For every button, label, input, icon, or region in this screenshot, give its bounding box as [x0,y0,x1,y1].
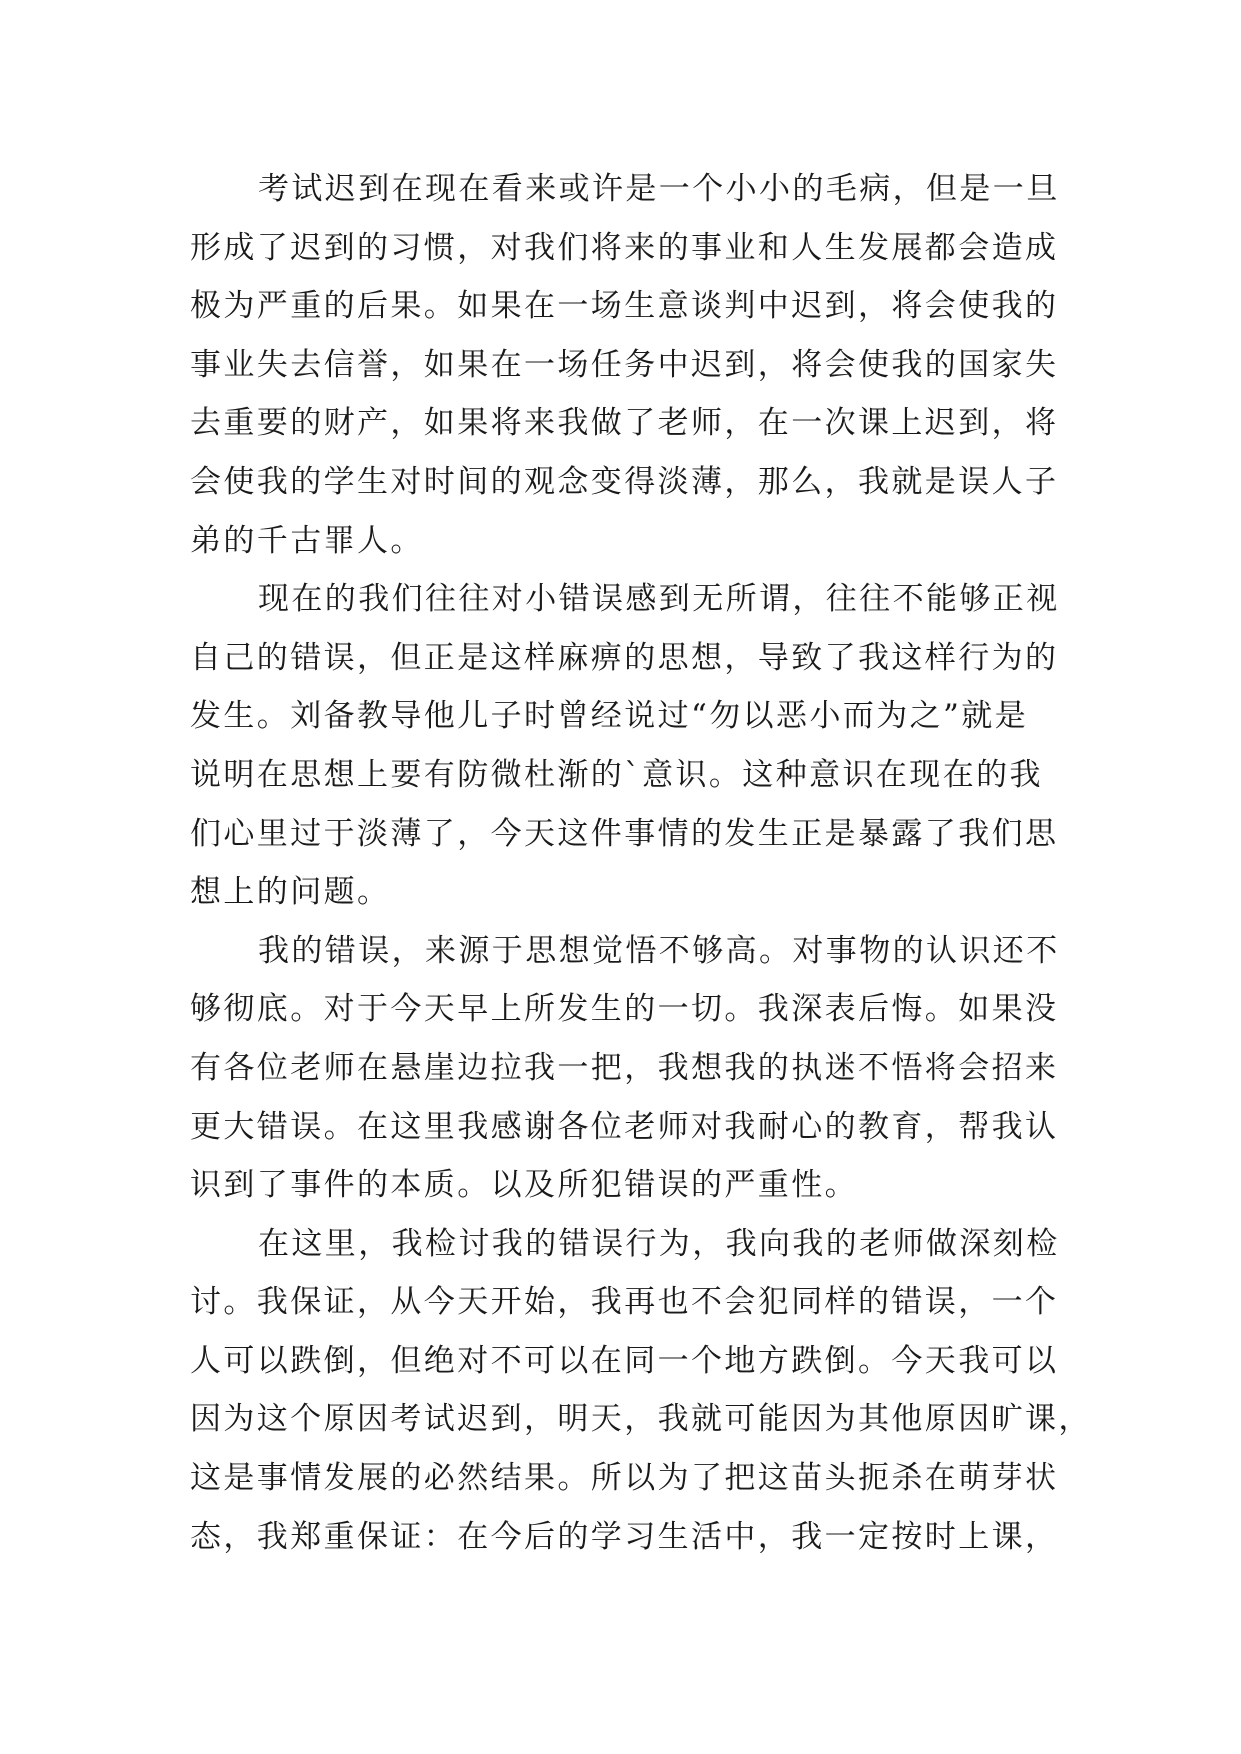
text-line: 更大错误。在这里我感谢各位老师对我耐心的教育，帮我认 [190,1108,1059,1145]
text-line: 讨。我保证，从今天开始，我再也不会犯同样的错误，一个 [190,1284,1059,1321]
text-line: 现在的我们往往对小错误感到无所谓，往往不能够正视 [258,581,1060,618]
text-line: 识到了事件的本质。以及所犯错误的严重性。 [190,1167,858,1204]
text-line: 发生。刘备教导他儿子时曾经说过“勿以恶小而为之”就是 [190,698,1029,735]
text-line: 够彻底。对于今天早上所发生的一切。我深表后悔。如果没 [190,991,1059,1028]
text-line: 想上的问题。 [190,874,391,911]
text-line: 事业失去信誉，如果在一场任务中迟到，将会使我的国家失 [190,346,1059,383]
text-line: 这是事情发展的必然结果。所以为了把这苗头扼杀在萌芽状 [190,1460,1059,1497]
text-line: 因为这个原因考试迟到，明天，我就可能因为其他原因旷课， [190,1401,1092,1438]
text-line: 态，我郑重保证：在今后的学习生活中，我一定按时上课， [190,1518,1059,1555]
text-line: 弟的千古罪人。 [190,522,424,559]
body-text [190,160,1092,1566]
text-line: 考试迟到在现在看来或许是一个小小的毛病，但是一旦 [258,171,1060,207]
text-line: 们心里过于淡薄了，今天这件事情的发生正是暴露了我们思 [190,815,1059,852]
text-line: 有各位老师在悬崖边拉我一把，我想我的执迷不悟将会招来 [190,1049,1059,1086]
text-line: 说明在思想上要有防微杜渐的`意识。这种意识在现在的我 [190,756,1043,793]
text-line: 自己的错误，但正是这样麻痹的思想，导致了我这样行为的 [190,639,1059,676]
text-line: 人可以跌倒，但绝对不可以在同一个地方跌倒。今天我可以 [190,1342,1059,1379]
text-line: 形成了迟到的习惯，对我们将来的事业和人生发展都会造成 [190,229,1059,266]
text-line: 我的错误，来源于思想觉悟不够高。对事物的认识还不 [258,932,1060,969]
text-line: 在这里，我检讨我的错误行为，我向我的老师做深刻检 [258,1225,1060,1262]
text-line: 去重要的财产，如果将来我做了老师，在一次课上迟到，将 [190,405,1059,442]
text-line: 会使我的学生对时间的观念变得淡薄，那么，我就是误人子 [190,463,1059,500]
text-line: 极为严重的后果。如果在一场生意谈判中迟到，将会使我的 [190,288,1059,325]
